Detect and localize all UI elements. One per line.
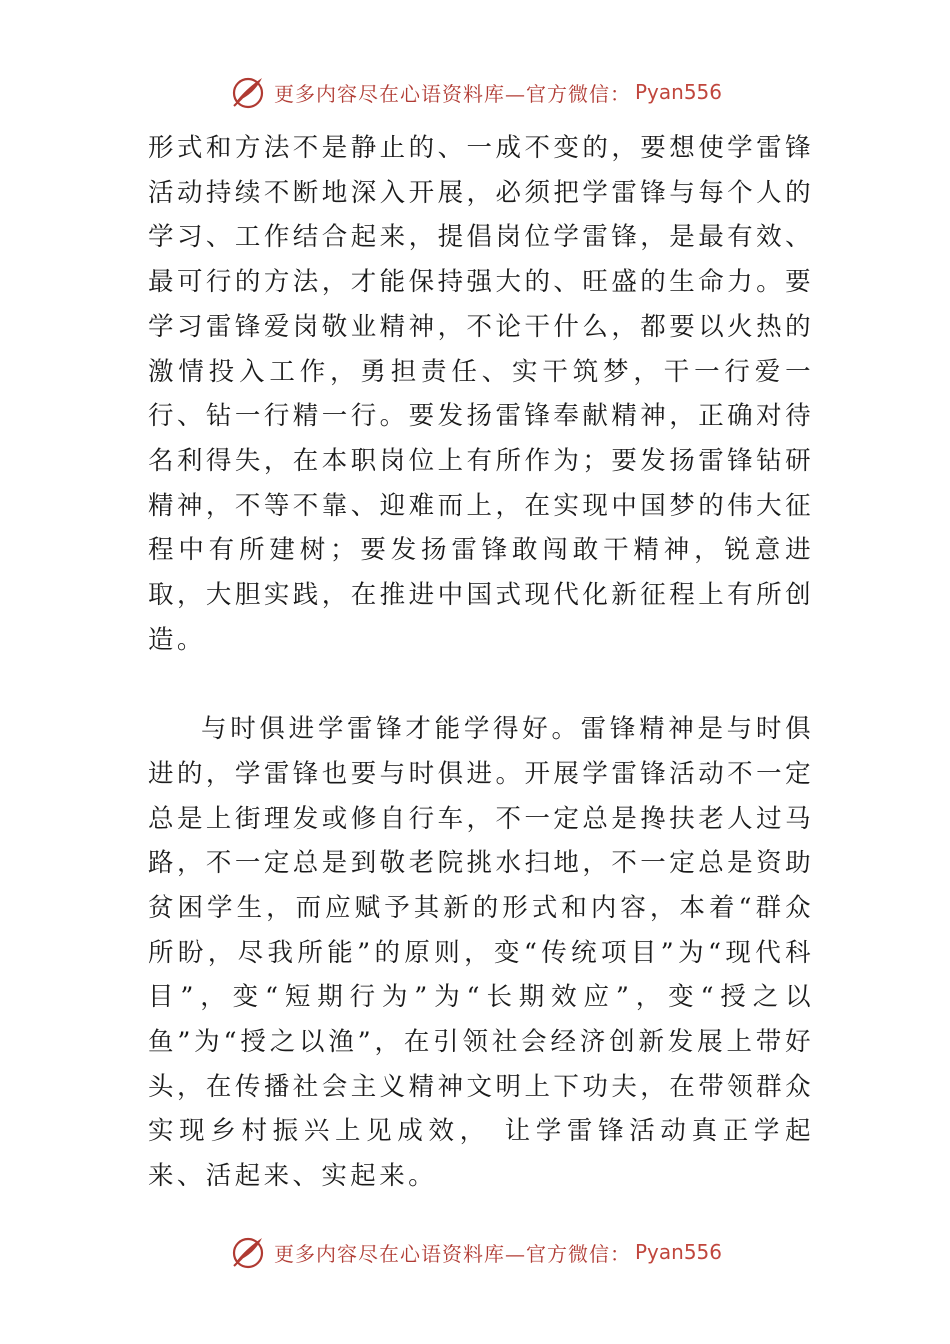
header-wechat-id: Pyan556	[634, 80, 722, 104]
document-body	[148, 126, 814, 1199]
header-banner	[0, 72, 950, 112]
footer-banner	[0, 1232, 950, 1272]
paragraph-1: 形式和方法不是静止的、一成不变的，要想使学雷锋活动持续不断地深入开展，必须把学雷锋与每个人的学习、工作结合起来，提倡岗位学雷锋，是最有效、最可行的方法，才能保持强大的、旺盛的生命力。要学习雷锋爱岗敬业精神，不论干什么，都要以火热的激情投入工作，勇担责任、实干筑梦，干一行爱一行、钻一行精一行。要发扬雷锋奉献精神，正确对待名利得失，在本职岗位上有所作为；要发扬雷锋钻研精神，不等不靠、迎难而上，在实现中国梦的伟大征程中有所建树；要发扬雷锋敢闯敢干精神，锐意进取，大胆实践，在推进中国式现代化新征程上有所创造。	[148, 133, 814, 655]
quill-logo-icon	[228, 1232, 268, 1272]
footer-wechat-id: Pyan556	[634, 1240, 722, 1264]
footer-banner-text: 更多内容尽在心语资料库—官方微信：	[273, 1241, 631, 1266]
quill-logo-icon	[228, 72, 268, 112]
header-banner-text: 更多内容尽在心语资料库—官方微信：	[273, 81, 631, 106]
paragraph-2: 与时俱进学雷锋才能学得好。雷锋精神是与时俱进的，学雷锋也要与时俱进。开展学雷锋活动不一定总是上街理发或修自行车，不一定总是搀扶老人过马路，不一定总是到敬老院挑水扫地，不一定总是资助贫困学生，而应赋予其新的形式和内容，本着“群众所盼，尽我所能”的原则，变“传统项目”为“现代科目”，变“短期行为”为“长期效应”，变“授之以鱼”为“授之以渔”，在引领社会经济创新发展上带好头，在传播社会主义精神文明上下功夫，在带领群众实现乡村振兴上见成效， 让学雷锋活动真正学起来、活起来、实起来。	[148, 714, 814, 1192]
